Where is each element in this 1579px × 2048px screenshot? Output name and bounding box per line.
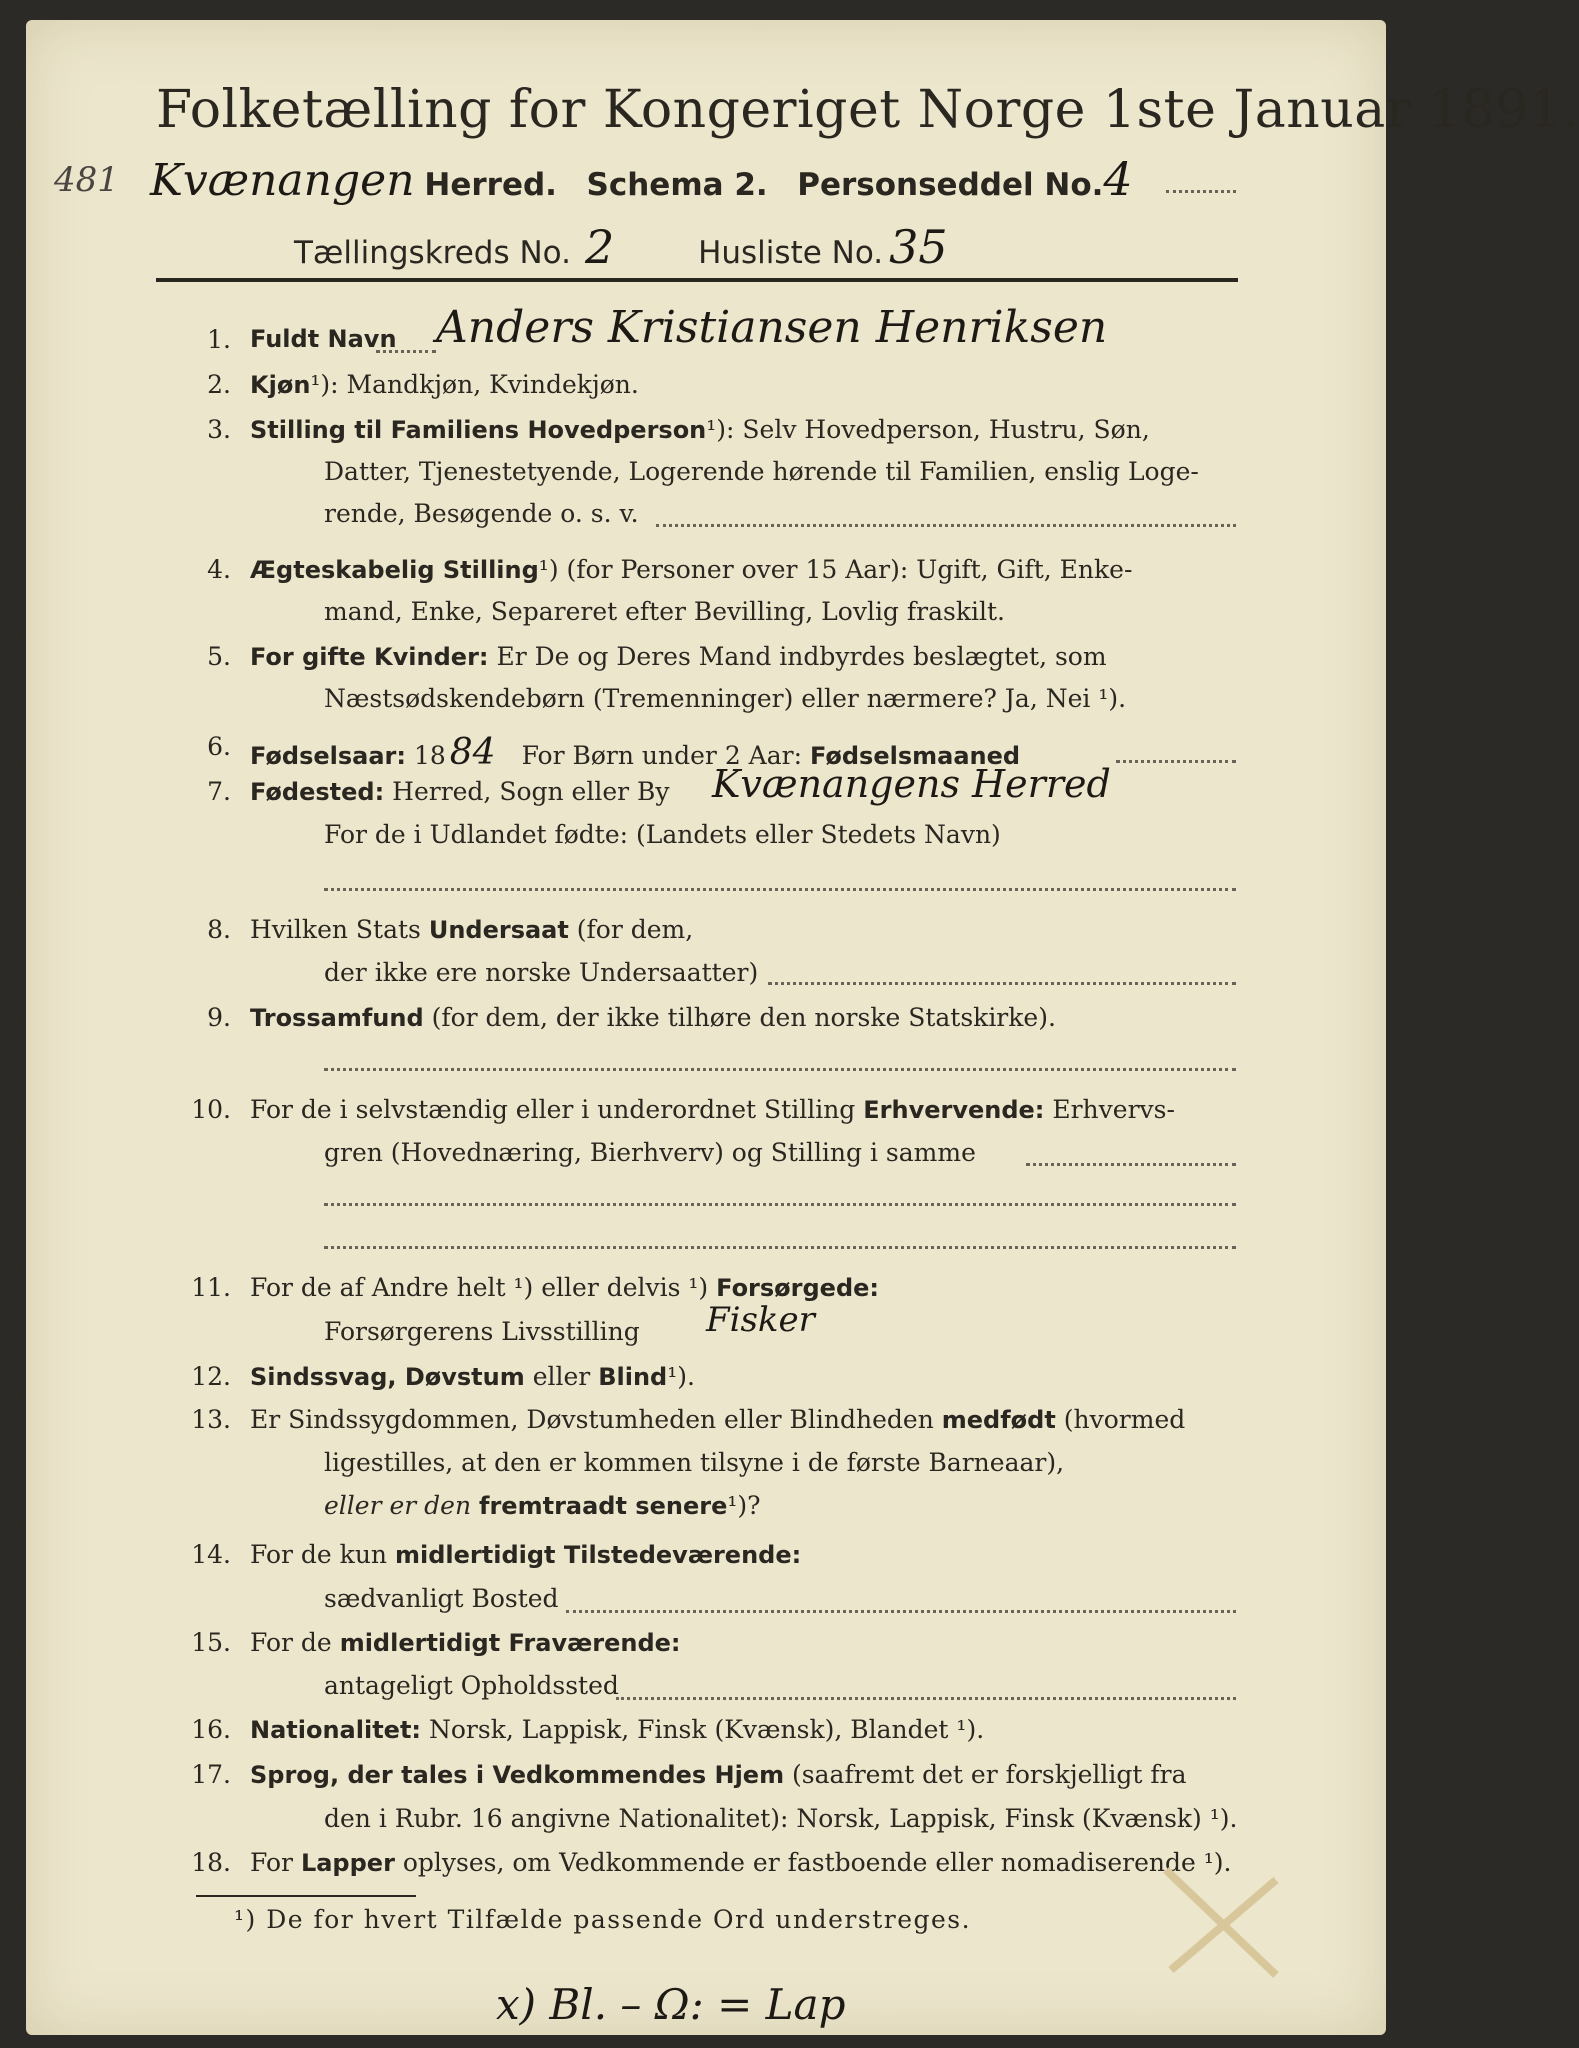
field-5-cont-1: Næstsødskendebørn (Tremenninger) eller nærmere? Ja, Nei ¹). [324, 684, 1127, 713]
field-5-text: Er De og Deres Mand indbyrdes beslægtet, som [496, 642, 1107, 671]
field-13-text: Er Sindssygdommen, Døvstumheden eller Blindheden [250, 1405, 934, 1434]
field-11-number: 11. [191, 1273, 231, 1302]
field-1-dots [376, 350, 436, 353]
field-5-label: For gifte Kvinder: [250, 643, 489, 671]
herred-handwritten: Kvænangen [150, 155, 415, 206]
footnote: ¹) De for hvert Tilfælde passende Ord understreges. [234, 1905, 972, 1934]
field-2-text: ¹): Mandkjøn, Kvindekjøn. [310, 370, 639, 399]
field-17-number: 17. [191, 1760, 231, 1789]
field-7-value: Kvænangens Herred [712, 762, 1111, 806]
field-16-number: 16. [191, 1715, 231, 1744]
field-7-dots [324, 888, 1236, 891]
field-18-text-2: oplyses, om Vedkommende er fastboende eller nomadiserende ¹). [402, 1848, 1232, 1877]
field-1-number: 1. [207, 325, 231, 354]
field-16-label: Nationalitet: [250, 1716, 422, 1744]
field-8-number: 8. [207, 915, 231, 944]
field-13-label-2: fremtraadt senere [479, 1492, 728, 1520]
field-2-number: 2. [207, 370, 231, 399]
bottom-handwritten-note: x) Bl. – Ω: = Lap [496, 1980, 846, 2029]
field-15-label: midlertidigt Fraværende: [339, 1629, 681, 1657]
field-16-text: Norsk, Lappisk, Finsk (Kvænsk), Blandet ¹). [428, 1715, 985, 1744]
schema-label: Schema 2. [586, 167, 768, 203]
field-6-text: 18 [413, 741, 446, 770]
field-3-label: Stilling til Familiens Hovedperson [250, 416, 707, 444]
field-14-cont-1: sædvanligt Bosted [324, 1584, 559, 1613]
herred-label: Herred. [424, 167, 557, 203]
field-7-number: 7. [207, 777, 231, 806]
personseddel-label: Personseddel No. [797, 167, 1104, 203]
personseddel-dots [1166, 190, 1236, 193]
field-9-dots [324, 1068, 1236, 1071]
field-10-label: Erhvervende: [863, 1096, 1045, 1124]
field-13-text-2: (hvormed [1063, 1405, 1186, 1434]
field-8-text-2: (for dem, [576, 915, 694, 944]
field-3-cont-1: Datter, Tjenestetyende, Logerende hørende til Familien, enslig Loge- [324, 457, 1199, 486]
field-8-text: Hvilken Stats [250, 915, 421, 944]
field-10-text-2: Erhvervs- [1052, 1095, 1175, 1124]
field-13-cont-2 [324, 1491, 761, 1520]
field-12-text: eller [532, 1362, 591, 1391]
field-9-label: Trossamfund [250, 1004, 424, 1032]
field-8-cont-1: der ikke ere norske Undersaatter) [324, 958, 759, 987]
field-13-cont-1: ligestilles, at den er kommen tilsyne i de første Barneaar), [324, 1448, 1065, 1477]
field-10-text: For de i selvstændig eller i underordnet Stilling [250, 1095, 856, 1124]
field-3-number: 3. [207, 415, 231, 444]
field-6-dots [1116, 760, 1236, 763]
field-12-label-2: Blind [598, 1363, 668, 1391]
field-10-dots-2 [324, 1203, 1236, 1206]
field-13-number: 13. [191, 1405, 231, 1434]
field-4-text: ¹) (for Personer over 15 Aar): Ugift, Gift, Enke- [538, 555, 1133, 584]
personseddel-number: 4 [1103, 152, 1133, 206]
margin-number: 481 [54, 160, 119, 200]
field-17-cont-1: den i Rubr. 16 angivne Nationalitet): Norsk, Lappisk, Finsk (Kvænsk) ¹). [324, 1804, 1238, 1833]
field-15-number: 15. [191, 1628, 231, 1657]
field-1-value: Anders Kristiansen Henriksen [436, 302, 1108, 353]
field-7-cont-1: For de i Udlandet fødte: (Landets eller Stedets Navn) [324, 820, 1001, 849]
field-9-text: (for dem, der ikke tilhøre den norske Statskirke). [431, 1003, 1056, 1032]
field-7-label: Fødested: [250, 778, 385, 806]
census-form-page [26, 20, 1579, 2035]
cross-mark-icon [1156, 1860, 1286, 1990]
field-14-text: For de kun [250, 1540, 388, 1569]
field-12-number: 12. [191, 1362, 231, 1391]
herred-line [150, 152, 1133, 206]
field-6-label-2: Fødselsmaaned [809, 742, 1021, 770]
footnote-rule [196, 1895, 416, 1897]
field-12-label: Sindssvag, Døvstum [250, 1363, 525, 1391]
field-12-text-2: ¹). [667, 1362, 695, 1391]
field-6-text-2: For Børn under 2 Aar: [521, 741, 803, 770]
field-10-cont-1: gren (Hovednæring, Bierhverv) og Stilling i samme [324, 1138, 976, 1167]
form-title: Folketælling for Kongeriget Norge 1ste Januar 1891. [156, 80, 1579, 140]
field-6-year-value: 84 [449, 732, 496, 773]
field-3-dots [656, 524, 1236, 527]
field-18-text: For [250, 1848, 293, 1877]
field-17-text: (saafremt det er forskjelligt fra [792, 1760, 1187, 1789]
field-3-cont-2: rende, Besøgende o. s. v. [324, 499, 639, 528]
field-14-number: 14. [191, 1540, 231, 1569]
field-10-number: 10. [191, 1095, 231, 1124]
field-11-cont-1: Forsørgerens Livsstilling [324, 1317, 640, 1346]
field-15-dots [616, 1697, 1236, 1700]
field-1-label: Fuldt Navn [250, 325, 397, 353]
field-14-label: midlertidigt Tilstedeværende: [394, 1541, 802, 1569]
field-11-value: Fisker [706, 1300, 815, 1340]
husliste-number: 35 [889, 220, 948, 274]
field-15-text: For de [250, 1628, 332, 1657]
field-11-text: For de af Andre helt ¹) eller delvis ¹) [250, 1273, 709, 1302]
field-15-cont-1: antageligt Opholdssted [324, 1671, 619, 1700]
field-13-label: medfødt [941, 1406, 1056, 1434]
husliste-label: Husliste No. [698, 235, 884, 271]
field-13-cont-2b: ¹)? [727, 1491, 761, 1520]
field-18-number: 18. [191, 1848, 231, 1877]
field-7-text: Herred, Sogn eller By [392, 777, 670, 806]
field-8-label: Undersaat [428, 916, 569, 944]
field-13-cont-2a: eller er den [324, 1491, 472, 1520]
field-10-dots-3 [324, 1246, 1236, 1249]
field-9-number: 9. [207, 1003, 231, 1032]
field-4-label: Ægteskabelig Stilling [250, 556, 539, 584]
kreds-label: Tællingskreds No. [294, 235, 571, 271]
field-3-text: ¹): Selv Hovedperson, Hustru, Søn, [706, 415, 1150, 444]
kreds-line [294, 220, 948, 274]
field-8-dots [768, 982, 1236, 985]
field-10-dots-1 [1026, 1163, 1236, 1166]
field-6-number: 6. [207, 732, 231, 761]
field-4-cont-1: mand, Enke, Separeret efter Bevilling, Lovlig fraskilt. [324, 597, 1005, 626]
field-17-label: Sprog, der tales i Vedkommendes Hjem [250, 1761, 785, 1789]
header-rule [156, 278, 1238, 282]
field-6-label: Fødselsaar: [250, 742, 406, 770]
field-18-label: Lapper [300, 1849, 395, 1877]
field-5-number: 5. [207, 642, 231, 671]
field-4-number: 4. [207, 555, 231, 584]
field-14-dots [566, 1610, 1236, 1613]
field-11-label: Forsørgede: [716, 1274, 880, 1302]
kreds-number: 2 [584, 220, 615, 274]
field-2-label: Kjøn [250, 371, 311, 399]
